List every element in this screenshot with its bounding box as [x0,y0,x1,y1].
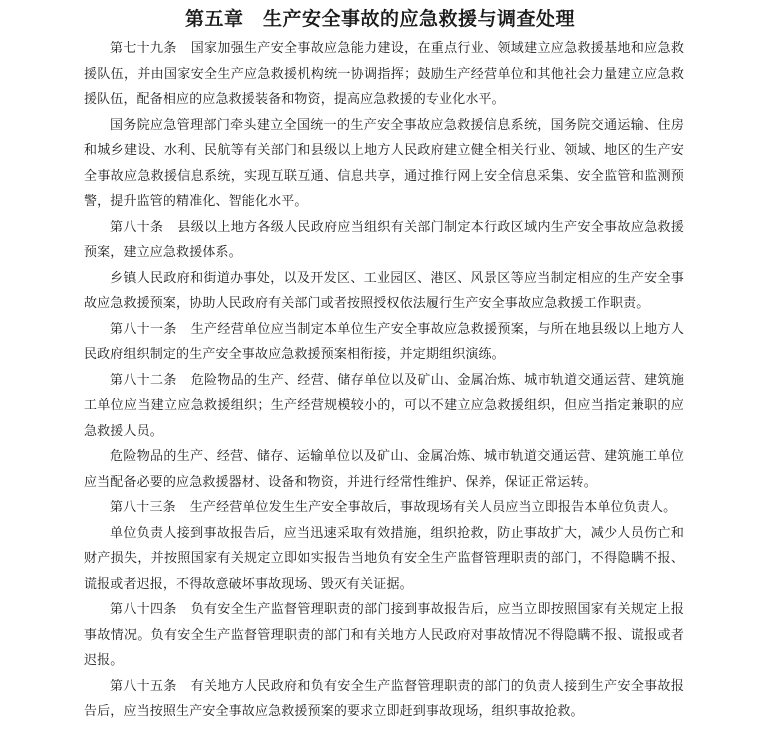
paragraph-text: 国家加强生产安全事故应急能力建设，在重点行业、领域建立应急救援基地和应急救援队伍，并由国家安全生产应急救援机构统一协调指挥；鼓励生产经营单位和其他社会力量建立应急救援队伍，配备相应的应急救援装备和物资，提高应急救援的专业化水平。 [84,41,684,107]
paragraph-article-79 [84,36,684,113]
paragraph-text: 负有安全生产监督管理职责的部门接到事故报告后，应当立即按照国家有关规定上报事故情况。负有安全生产监督管理职责的部门和有关地方人民政府对事故情况不得隐瞒不报、谎报或者迟报。 [84,602,684,668]
paragraph-text: 有关地方人民政府和负有安全生产监督管理职责的部门的负责人接到生产安全事故报告后，应当按照生产安全事故应急救援预案的要求立即赶到事故现场，组织事故抢救。 [84,678,684,719]
paragraph-article-80 [84,215,684,266]
article-number: 第八十二条 [110,372,177,388]
article-number: 第八十四条 [110,602,177,617]
paragraph-article-84 [84,597,684,674]
article-number: 第八十三条 [110,500,176,515]
paragraph-article-82-2 [84,444,684,495]
paragraph-text: 生产经营单位发生生产安全事故后，事故现场有关人员应当立即报告本单位负责人。 [189,500,677,515]
paragraph-text: 单位负责人接到事故报告后，应当迅速采取有效措施，组织抢救，防止事故扩大，减少人员伤亡和财产损失，并按照国家有关规定立即如实报告当地负有安全生产监督管理职责的部门，不得隐瞒不报、谎报或者迟报，不得故意破坏事故现场、毁灭有关证据。 [84,525,684,592]
paragraph-article-81 [84,317,684,368]
paragraph-article-85 [84,674,684,725]
paragraph-article-83 [84,495,684,521]
paragraph-text: 乡镇人民政府和街道办事处，以及开发区、工业园区、港区、风景区等应当制定相应的生产安全事故应急救援预案，协助人民政府有关部门或者按照授权依法履行生产安全事故应急救援工作职责。 [84,270,684,311]
paragraph-text: 危险物品的生产、经营、储存、运输单位以及矿山、金属冶炼、城市轨道交通运营、建筑施工单位应当配备必要的应急救援器材、设备和物资，并进行经常性维护、保养，保证正常运转。 [84,449,684,490]
article-number: 第七十九条 [110,41,177,56]
article-number: 第八十五条 [110,678,177,694]
paragraph-article-83-2 [84,521,684,598]
paragraph-text: 生产经营单位应当制定本单位生产安全事故应急救援预案，与所在地县级以上地方人民政府组织制定的生产安全事故应急救援预案相衔接，并定期组织演练。 [84,321,684,362]
paragraph-article-80-2 [84,266,684,317]
paragraph-article-79-2 [84,113,684,215]
article-number: 第八十条 [110,219,164,235]
paragraph-text: 危险物品的生产、经营、储存单位以及矿山、金属冶炼、城市轨道交通运营、建筑施工单位应当建立应急救援组织；生产经营规模较小的，可以不建立应急救援组织，但应当指定兼职的应急救援人员。 [84,372,684,439]
article-number: 第八十一条 [110,321,177,337]
paragraph-article-82 [84,368,684,445]
paragraph-text: 县级以上地方各级人民政府应当组织有关部门制定本行政区域内生产安全事故应急救援预案，建立应急救援体系。 [84,219,684,260]
paragraph-text: 国务院应急管理部门牵头建立全国统一的生产安全事故应急救援信息系统，国务院交通运输、住房和城乡建设、水利、民航等有关部门和县级以上地方人民政府建立健全相关行业、领域、地区的生产安全事故应急救援信息系统，实现互联互通、信息共享，通过推行网上安全信息采集、安全监管和监测预警，提升监管的精准化、智能化水平。 [84,117,684,209]
chapter-title: 第五章 生产安全事故的应急救援与调查处理 [184,8,575,30]
chapter-body [84,36,684,725]
